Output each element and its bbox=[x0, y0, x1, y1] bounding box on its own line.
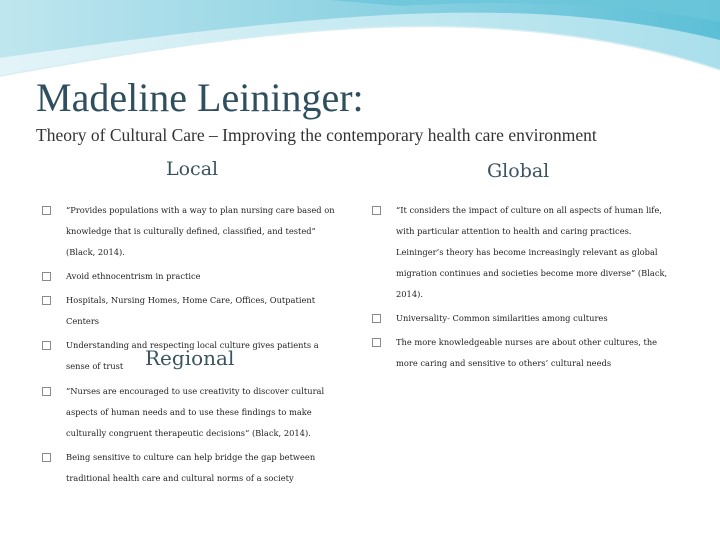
regional-heading: Regional bbox=[145, 346, 235, 370]
bullet-icon bbox=[372, 338, 381, 347]
list-item bbox=[42, 381, 352, 444]
list-item bbox=[42, 200, 342, 263]
list-item bbox=[372, 332, 670, 374]
list-item-text: Hospitals, Nursing Homes, Home Care, Offices, Outpatient Centers bbox=[66, 295, 316, 326]
bullet-icon bbox=[42, 272, 51, 281]
list-item bbox=[372, 200, 670, 305]
list-item-text: “It considers the impact of culture on all aspects of human life, with particular attention to health and caring practices. Leininger’s theory has become increasingly relevant as global migration continues and societies become more diverse” (Black, 2014). bbox=[396, 205, 668, 299]
regional-list bbox=[42, 381, 352, 492]
local-heading: Local bbox=[166, 158, 219, 180]
list-item-text: Being sensitive to culture can help bridge the gap between traditional health care and cultural norms of a society bbox=[66, 452, 316, 483]
list-item-text: Understanding and respecting local culture gives patients a sense of trust bbox=[66, 340, 319, 371]
slide-subtitle: Theory of Cultural Care – Improving the contemporary health care environment bbox=[36, 125, 597, 145]
header-wave-decoration bbox=[0, 0, 720, 78]
bullet-icon bbox=[42, 206, 51, 215]
list-item-text: “Nurses are encouraged to use creativity to discover cultural aspects of human needs and to use these findings to make culturally congruent therapeutic decisions” (Black, 2014). bbox=[66, 386, 325, 438]
bullet-icon bbox=[372, 314, 381, 323]
list-item-text: Universality- Common similarities among cultures bbox=[396, 313, 608, 323]
list-item bbox=[372, 308, 670, 329]
list-item-text: “Provides populations with a way to plan nursing care based on knowledge that is culturally defined, classified, and tested” (Black, 2014). bbox=[66, 205, 335, 257]
bullet-icon bbox=[42, 453, 51, 462]
list-item bbox=[42, 266, 342, 287]
list-item-text: Avoid ethnocentrism in practice bbox=[66, 271, 201, 281]
list-item bbox=[42, 290, 342, 332]
list-item-text: The more knowledgeable nurses are about other cultures, the more caring and sensitive to others’ cultural needs bbox=[396, 337, 658, 368]
list-item bbox=[42, 447, 352, 489]
global-heading: Global bbox=[487, 160, 550, 182]
global-list bbox=[372, 200, 670, 377]
bullet-icon bbox=[42, 296, 51, 305]
bullet-icon bbox=[42, 341, 51, 350]
bullet-icon bbox=[42, 387, 51, 396]
bullet-icon bbox=[372, 206, 381, 215]
slide-title: Madeline Leininger: bbox=[36, 75, 364, 120]
